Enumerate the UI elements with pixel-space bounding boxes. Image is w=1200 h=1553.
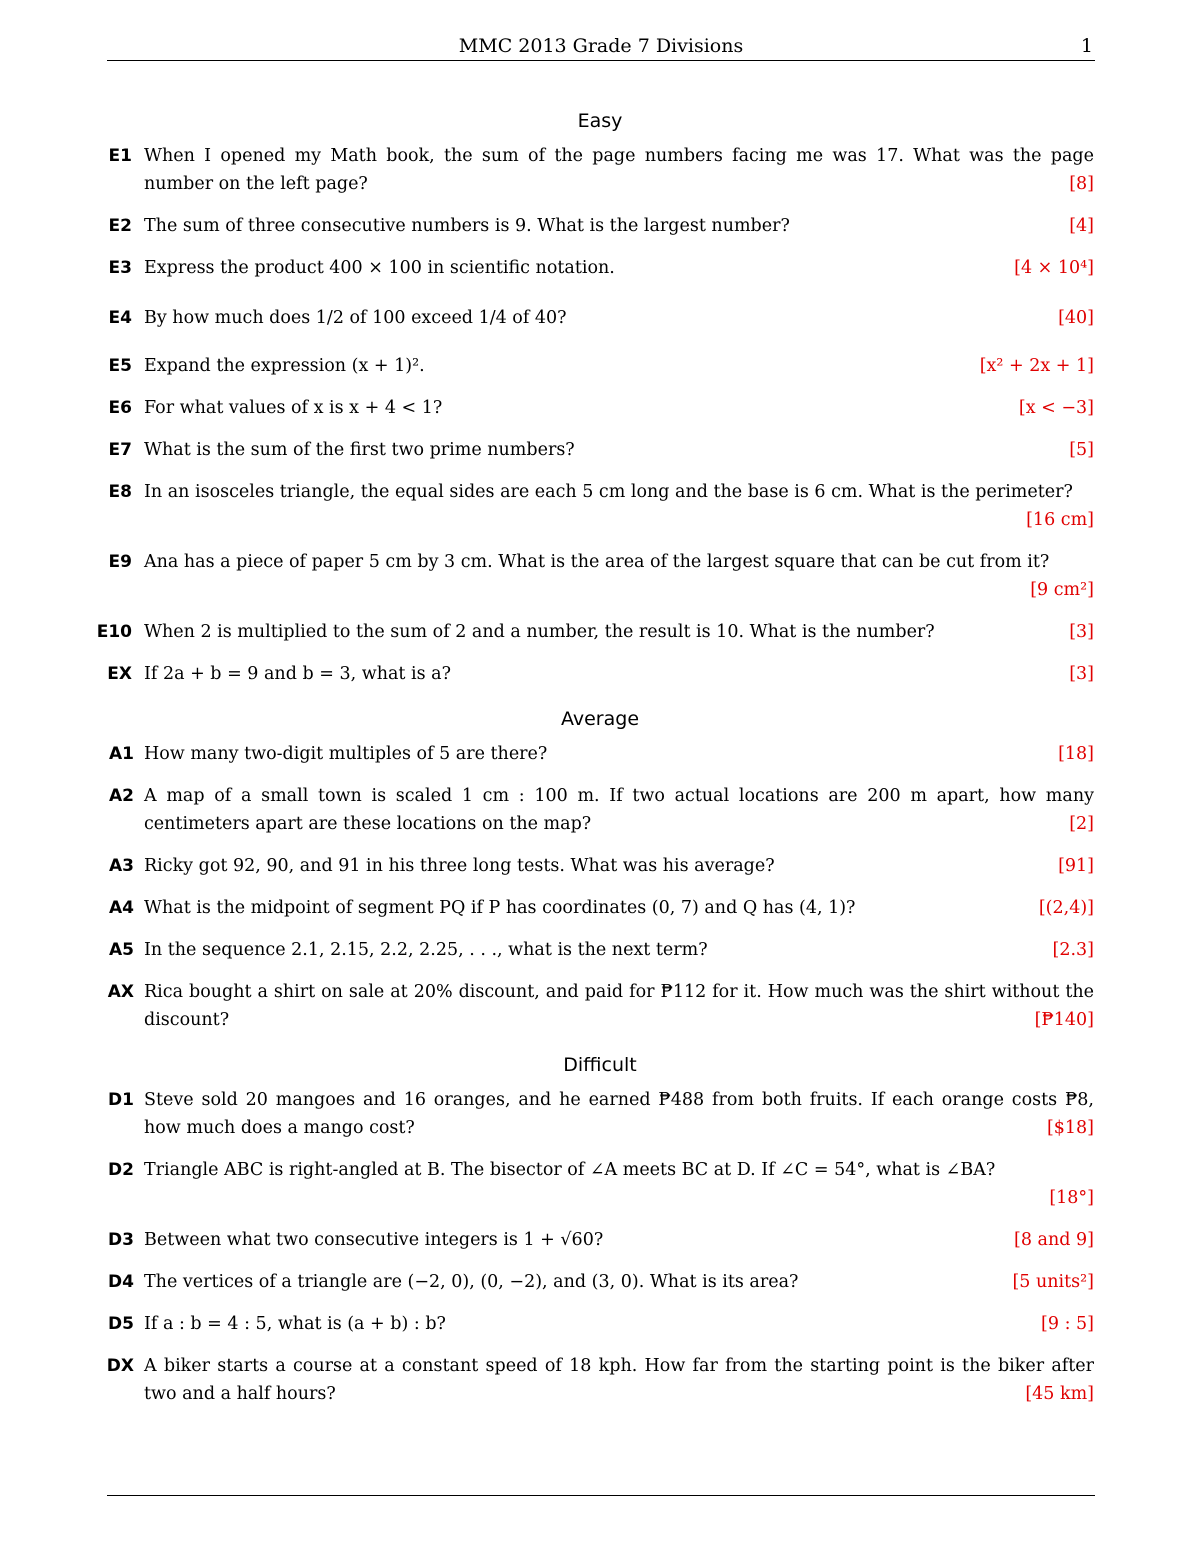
problem-item (0, 478, 1200, 534)
problem-item (0, 894, 1200, 922)
problem-answer: [9 cm²] (1030, 580, 1094, 600)
problem-label: D5 (108, 1314, 134, 1334)
problem-question: By how much does 1/2 of 100 exceed 1/4 of 40? [40] (144, 304, 1094, 332)
problem-question: Express the product 400 × 100 in scientific notation. [4 × 10⁴] (144, 254, 1094, 282)
page-number: 1 (1080, 35, 1093, 57)
problem-item (0, 142, 1200, 198)
problem-answer: [18°] (1049, 1188, 1094, 1208)
problem-answer: [16 cm] (1026, 510, 1094, 530)
problem-label: A1 (109, 744, 134, 764)
problem-question: A map of a small town is scaled 1 cm : 100 m. If two actual locations are 200 m apart, how many centimeters apart are these locations on the map? [2] (144, 782, 1094, 838)
problem-answer: [$18] (1046, 1118, 1094, 1138)
problem-question: Expand the expression (x + 1)². [x² + 2x + 1] (144, 352, 1094, 380)
problem-item (0, 782, 1200, 838)
problem-item (0, 852, 1200, 880)
problem-item (0, 740, 1200, 768)
problem-question: Steve sold 20 mangoes and 16 oranges, and he earned ₱488 from both fruits. If each orange costs ₱8, how much does a mango cost? [$18] (144, 1086, 1094, 1142)
problem-item (0, 436, 1200, 464)
problem-label: E10 (96, 622, 132, 642)
problem-item (0, 936, 1200, 964)
problem-label: A3 (109, 856, 134, 876)
problem-answer: [5 units²] (1012, 1272, 1094, 1292)
problem-item (0, 212, 1200, 240)
footer-rule (107, 1495, 1095, 1496)
problem-label: D2 (108, 1160, 134, 1180)
page-header (107, 32, 1095, 61)
problem-label: A2 (109, 786, 134, 806)
problem-question: What is the midpoint of segment PQ if P has coordinates (0, 7) and Q has (4, 1)? [(2,4)] (144, 894, 1094, 922)
problem-answer: [8 and 9] (1014, 1230, 1094, 1250)
problem-question: What is the sum of the first two prime numbers? [5] (144, 436, 1094, 464)
problem-question: Triangle ABC is right-angled at B. The bisector of ∠A meets BC at D. If ∠C = 54°, what is ∠BA? [18°] (144, 1156, 1094, 1212)
problem-item (0, 548, 1200, 604)
section-title-easy: Easy (577, 110, 623, 132)
problem-label: EX (107, 664, 132, 684)
problem-question: In an isosceles triangle, the equal sides are each 5 cm long and the base is 6 cm. What is the perimeter? [16 cm] (144, 478, 1094, 534)
problem-question: Ana has a piece of paper 5 cm by 3 cm. What is the area of the largest square that can be cut from it? [9 cm²] (144, 548, 1094, 604)
problem-question: Ricky got 92, 90, and 91 in his three long tests. What was his average? [91] (144, 852, 1094, 880)
section-title-average: Average (560, 708, 640, 730)
problem-item (0, 1226, 1200, 1254)
problem-question: Between what two consecutive integers is 1 + √60? [8 and 9] (144, 1226, 1094, 1254)
problem-question: If a : b = 4 : 5, what is (a + b) : b? [9 : 5] (144, 1310, 1094, 1338)
problem-answer: [2.3] (1052, 940, 1094, 960)
problem-label: E4 (108, 308, 132, 328)
problem-answer: [91] (1058, 856, 1094, 876)
problem-question: How many two-digit multiples of 5 are there? [18] (144, 740, 1094, 768)
problem-answer: [(2,4)] (1038, 898, 1094, 918)
problem-label: D4 (108, 1272, 134, 1292)
problem-item (0, 304, 1200, 332)
problem-item (0, 1086, 1200, 1142)
document-title: MMC 2013 Grade 7 Divisions (458, 35, 744, 57)
problem-answer: [3] (1069, 622, 1094, 642)
problem-answer: [5] (1069, 440, 1094, 460)
problem-label: D1 (108, 1090, 134, 1110)
problem-list (0, 108, 1200, 1422)
problem-label: E8 (108, 482, 132, 502)
problem-label: AX (107, 982, 134, 1002)
problem-item (0, 1156, 1200, 1212)
problem-answer: [8] (1069, 174, 1094, 194)
problem-question: When 2 is multiplied to the sum of 2 and a number, the result is 10. What is the number? [3] (144, 618, 1094, 646)
problem-answer: [40] (1058, 308, 1094, 328)
problem-question: For what values of x is x + 4 < 1? [x < −3] (144, 394, 1094, 422)
problem-answer: [45 km] (1025, 1384, 1094, 1404)
problem-label: E7 (108, 440, 132, 460)
problem-answer: [x < −3] (1018, 398, 1094, 418)
problem-item (0, 254, 1200, 282)
problem-question: A biker starts a course at a constant speed of 18 kph. How far from the starting point is the biker after two and a half hours? [45 km] (144, 1352, 1094, 1408)
problem-label: E3 (108, 258, 132, 278)
problem-answer: [9 : 5] (1041, 1314, 1094, 1334)
problem-question: If 2a + b = 9 and b = 3, what is a? [3] (144, 660, 1094, 688)
problem-label: A5 (109, 940, 134, 960)
problem-label: E5 (108, 356, 132, 376)
problem-label: A4 (109, 898, 134, 918)
problem-label: E1 (108, 146, 132, 166)
problem-answer: [x² + 2x + 1] (979, 356, 1094, 376)
problem-question: When I opened my Math book, the sum of the page numbers facing me was 17. What was the page number on the left page? [8] (144, 142, 1094, 198)
problem-item (0, 1268, 1200, 1296)
problem-item (0, 978, 1200, 1034)
problem-item (0, 618, 1200, 646)
problem-label: DX (106, 1356, 134, 1376)
problem-answer: [2] (1069, 814, 1094, 834)
problem-answer: [3] (1069, 664, 1094, 684)
problem-label: E2 (108, 216, 132, 236)
problem-question: In the sequence 2.1, 2.15, 2.2, 2.25, . . ., what is the next term? [2.3] (144, 936, 1094, 964)
problem-item (0, 1352, 1200, 1408)
problem-question: The sum of three consecutive numbers is 9. What is the largest number? [4] (144, 212, 1094, 240)
problem-answer: [18] (1058, 744, 1094, 764)
problem-item (0, 660, 1200, 688)
problem-item (0, 394, 1200, 422)
problem-answer: [₱140] (1034, 1010, 1094, 1030)
problem-answer: [4 × 10⁴] (1014, 258, 1094, 278)
problem-label: E6 (108, 398, 132, 418)
problem-label: D3 (108, 1230, 134, 1250)
problem-item (0, 352, 1200, 380)
problem-label: E9 (108, 552, 132, 572)
problem-question: The vertices of a triangle are (−2, 0), (0, −2), and (3, 0). What is its area? [5 units²] (144, 1268, 1094, 1296)
problem-question: Rica bought a shirt on sale at 20% discount, and paid for ₱112 for it. How much was the shirt without the discount? [₱140] (144, 978, 1094, 1034)
problem-answer: [4] (1069, 216, 1094, 236)
problem-item (0, 1310, 1200, 1338)
section-title-difficult: Difficult (563, 1054, 637, 1076)
